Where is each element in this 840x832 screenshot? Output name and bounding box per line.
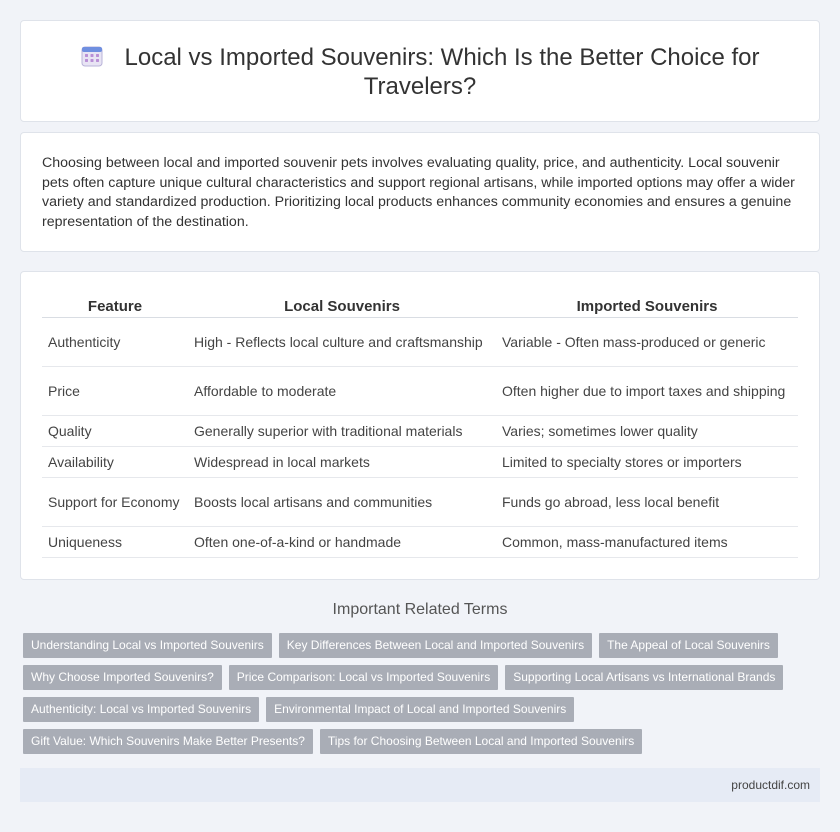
related-terms-title: Important Related Terms xyxy=(332,601,508,618)
related-term-link[interactable]: Key Differences Between Local and Imported Souvenirs xyxy=(279,633,592,658)
table-cell: Often one-of-a-kind or handmade xyxy=(188,527,496,558)
table-cell: Variable - Often mass-produced or generic xyxy=(496,318,798,367)
table-cell: Common, mass-manufactured items xyxy=(496,527,798,558)
table-cell: Widespread in local markets xyxy=(188,447,496,478)
related-term-link[interactable]: Supporting Local Artisans vs International Brands xyxy=(505,665,783,690)
table-cell: Affordable to moderate xyxy=(188,367,496,416)
page-title xyxy=(21,43,819,101)
related-term-link[interactable]: Why Choose Imported Souvenirs? xyxy=(23,665,222,690)
comparison-card xyxy=(20,271,820,580)
comparison-table xyxy=(42,294,798,558)
table-header-row xyxy=(42,294,798,318)
calendar-icon xyxy=(81,45,103,67)
table-row xyxy=(42,447,798,478)
related-terms-list xyxy=(23,633,823,761)
related-term-link[interactable]: Price Comparison: Local vs Imported Souvenirs xyxy=(229,665,498,690)
header-imported: Imported Souvenirs xyxy=(496,294,798,318)
table-row xyxy=(42,416,798,447)
table-cell: Availability xyxy=(42,447,188,478)
table-cell: Support for Economy xyxy=(42,478,188,527)
table-cell: Uniqueness xyxy=(42,527,188,558)
header-local: Local Souvenirs xyxy=(188,294,496,318)
table-cell: Limited to specialty stores or importers xyxy=(496,447,798,478)
table-cell: Funds go abroad, less local benefit xyxy=(496,478,798,527)
related-term-link[interactable]: Authenticity: Local vs Imported Souvenirs xyxy=(23,697,259,722)
table-cell: Price xyxy=(42,367,188,416)
table-row xyxy=(42,527,798,558)
footer-site-link[interactable]: productdif.com xyxy=(731,778,810,792)
table-cell: Quality xyxy=(42,416,188,447)
title-line-2: Travelers? xyxy=(363,73,477,100)
title-line-1: Local vs Imported Souvenirs: Which Is the Better Choice for xyxy=(124,44,760,71)
table-cell: Authenticity xyxy=(42,318,188,367)
header-feature: Feature xyxy=(42,294,188,318)
table-cell: Often higher due to import taxes and shipping xyxy=(496,367,798,416)
table-cell: High - Reflects local culture and craftsmanship xyxy=(188,318,496,367)
related-term-link[interactable]: Understanding Local vs Imported Souvenirs xyxy=(23,633,272,658)
related-term-link[interactable]: Tips for Choosing Between Local and Imported Souvenirs xyxy=(320,729,642,754)
table-row xyxy=(42,367,798,416)
table-cell: Boosts local artisans and communities xyxy=(188,478,496,527)
intro-paragraph: Choosing between local and imported souvenir pets involves evaluating quality, price, and authenticity. Local souvenir pets often capture unique cultural characteristics and support regional artisans, while imported options may offer a wider variety and standardized production. Prioritizing local products enhances community economies and ensures a genuine representation of the destination. xyxy=(42,155,795,230)
table-row xyxy=(42,318,798,367)
table-cell: Varies; sometimes lower quality xyxy=(496,416,798,447)
footer xyxy=(20,768,820,802)
table-cell: Generally superior with traditional materials xyxy=(188,416,496,447)
related-term-link[interactable]: The Appeal of Local Souvenirs xyxy=(599,633,778,658)
table-row xyxy=(42,478,798,527)
related-term-link[interactable]: Gift Value: Which Souvenirs Make Better Presents? xyxy=(23,729,313,754)
title-card xyxy=(20,20,820,122)
intro-card xyxy=(20,132,820,252)
related-term-link[interactable]: Environmental Impact of Local and Imported Souvenirs xyxy=(266,697,574,722)
